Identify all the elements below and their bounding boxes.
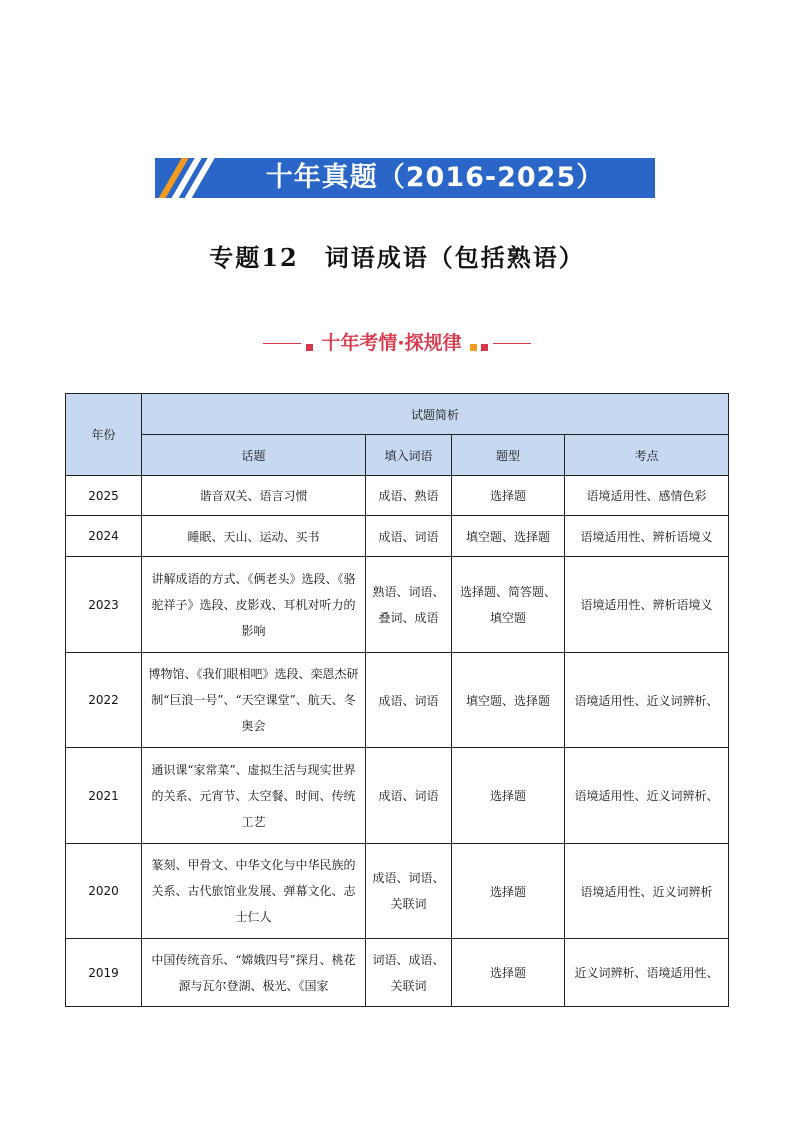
title-banner xyxy=(155,158,655,198)
cell-words: 成语、词语、关联词 xyxy=(366,844,452,939)
table-row xyxy=(66,516,729,557)
cell-point: 近义词辨析、语境适用性、 xyxy=(565,939,729,1007)
heading-square xyxy=(481,344,488,351)
heading-square xyxy=(470,344,477,351)
cell-year: 2025 xyxy=(66,476,142,516)
header-words: 填入词语 xyxy=(366,435,452,476)
cell-topic: 篆刻、甲骨文、中华文化与中华民族的关系、古代旅馆业发展、弹幕文化、志士仁人 xyxy=(142,844,366,939)
table-row xyxy=(66,653,729,748)
cell-words: 成语、词语 xyxy=(366,516,452,557)
cell-words: 成语、词语 xyxy=(366,653,452,748)
cell-point: 语境适用性、感情色彩 xyxy=(565,476,729,516)
cell-words: 词语、成语、关联词 xyxy=(366,939,452,1007)
topic-title: 专题12 词语成语（包括熟语） xyxy=(209,243,585,272)
exam-analysis-table xyxy=(65,393,729,1007)
cell-words: 成语、熟语 xyxy=(366,476,452,516)
table-row xyxy=(66,476,729,516)
cell-topic: 睡眠、天山、运动、买书 xyxy=(142,516,366,557)
header-year: 年份 xyxy=(66,394,142,476)
cell-point: 语境适用性、辨析语境义 xyxy=(565,516,729,557)
cell-type: 选择题 xyxy=(452,748,565,844)
cell-type: 选择题 xyxy=(452,844,565,939)
cell-topic: 中国传统音乐、“嫦娥四号”探月、桃花源与瓦尔登湖、极光、《国家 xyxy=(142,939,366,1007)
cell-year: 2023 xyxy=(66,557,142,653)
cell-type: 选择题 xyxy=(452,939,565,1007)
cell-words: 成语、词语 xyxy=(366,748,452,844)
table-row xyxy=(66,844,729,939)
cell-year: 2021 xyxy=(66,748,142,844)
heading-square xyxy=(306,344,313,351)
header-group: 试题简析 xyxy=(142,394,729,435)
section-heading-text: 十年考情·探规律 xyxy=(321,332,462,354)
section-heading xyxy=(0,328,794,355)
cell-words: 熟语、词语、叠词、成语 xyxy=(366,557,452,653)
cell-type: 选择题 xyxy=(452,476,565,516)
cell-type: 选择题、简答题、填空题 xyxy=(452,557,565,653)
table-row xyxy=(66,939,729,1007)
cell-point: 语境适用性、近义词辨析 xyxy=(565,844,729,939)
heading-line-right xyxy=(493,343,531,344)
cell-type: 填空题、选择题 xyxy=(452,516,565,557)
banner-title: 十年真题（2016-2025） xyxy=(265,162,605,193)
cell-year: 2019 xyxy=(66,939,142,1007)
cell-type: 填空题、选择题 xyxy=(452,653,565,748)
header-point: 考点 xyxy=(565,435,729,476)
cell-topic: 谐音双关、语言习惯 xyxy=(142,476,366,516)
cell-point: 语境适用性、辨析语境义 xyxy=(565,557,729,653)
cell-point: 语境适用性、近义词辨析、 xyxy=(565,653,729,748)
cell-year: 2020 xyxy=(66,844,142,939)
cell-year: 2022 xyxy=(66,653,142,748)
cell-point: 语境适用性、近义词辨析、 xyxy=(565,748,729,844)
cell-topic: 博物馆、《我们眼相吧》选段、栾恩杰研制“巨浪一号”、“天空课堂”、航天、冬奥会 xyxy=(142,653,366,748)
heading-line-left xyxy=(263,343,301,344)
header-type: 题型 xyxy=(452,435,565,476)
cell-year: 2024 xyxy=(66,516,142,557)
cell-topic: 通识课“家常菜”、虚拟生活与现实世界的关系、元宵节、太空餐、时间、传统工艺 xyxy=(142,748,366,844)
table-row xyxy=(66,748,729,844)
table-row xyxy=(66,557,729,653)
header-topic: 话题 xyxy=(142,435,366,476)
cell-topic: 讲解成语的方式、《俩老头》选段、《骆驼祥子》选段、皮影戏、耳机对听力的影响 xyxy=(142,557,366,653)
